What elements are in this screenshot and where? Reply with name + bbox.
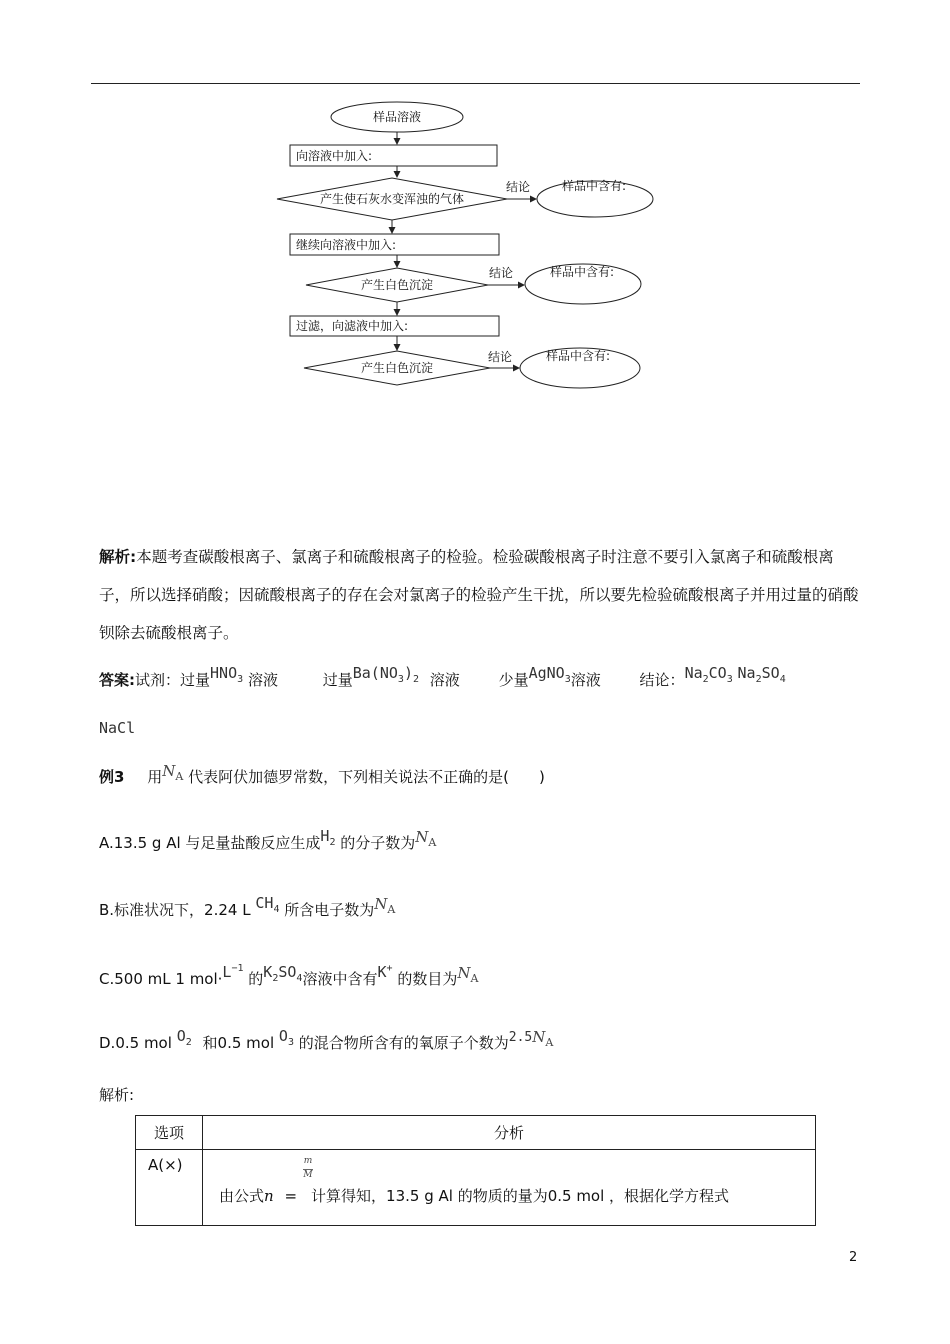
symbol-na: $N_A$: [162, 762, 184, 783]
diamond2-text: 产生白色沉淀: [360, 278, 434, 292]
table-header-analysis: 分析: [203, 1116, 816, 1150]
formula-bano3: $Ba(NO_3)_2$: [352, 664, 419, 685]
analysis-label: 解析:: [99, 548, 137, 566]
analysis2-label: 解析:: [99, 1086, 135, 1104]
table-header-option: 选项: [136, 1116, 203, 1150]
conclusion-label-1: 结论: [506, 180, 531, 194]
conclusion-label-2: 结论: [489, 266, 514, 280]
example3-line: 例3 用$N_A$ 代表阿伏加德罗常数，下列相关说法不正确的是( ): [99, 762, 545, 786]
formula-na2so4: $Na_2SO_4$: [737, 664, 786, 685]
step3-text: 过滤，向滤液中加入:: [296, 319, 409, 333]
table-cell-option-a: A(×): [136, 1150, 203, 1226]
answer-line: 答案:试剂：过量$HNO_3$ 溶液 过量$Ba(NO_3)_2$ 溶液 少量AgNO$_3$溶液 结论：$Na_2CO_3$ $Na_2SO_4$: [99, 664, 786, 689]
diamond3-text: 产生白色沉淀: [360, 361, 434, 375]
result-text-1: 样品中含有:: [562, 179, 627, 193]
option-b: B.标准状况下，2.24 L $CH_4$ 所含电子数为$N_A$: [99, 894, 396, 919]
result-text-3: 样品中含有:: [546, 349, 611, 363]
analysis-paragraph: [99, 538, 859, 652]
step1-text: 向溶液中加入:: [296, 149, 373, 163]
start-text: 样品溶液: [372, 110, 422, 124]
formula-hno3: $HNO_3$: [210, 664, 244, 685]
conclusion-label-3: 结论: [488, 350, 513, 364]
example3-label: 例3: [99, 768, 125, 786]
example3-stem: 代表阿伏加德罗常数，下列相关说法不正确的是( ): [188, 768, 545, 786]
result-text-2: 样品中含有:: [550, 265, 615, 279]
page-number: 2: [849, 1250, 858, 1265]
step2-text: 继续向溶液中加入:: [296, 238, 397, 252]
option-c: C.500 mL 1 $mol\cdot L^{-1}$ 的$K_2SO_4$溶液中含有K+ 的数目为$N_A$: [99, 963, 479, 988]
option-a: A.13.5 g Al 与足量盐酸反应生成$H_2$ 的分子数为$N_A$: [99, 827, 437, 852]
formula-na2co3: $Na_2CO_3$: [684, 664, 733, 685]
formula-agno3: AgNO$_3$: [528, 664, 571, 685]
table-cell-analysis-a: m M 由公式n = 计算得知，13.5 g Al 的物质的量为0.5 mol ，根据化学方程式: [203, 1150, 816, 1226]
diamond1-text: 产生使石灰水变浑浊的气体: [319, 192, 465, 206]
option-d: D.0.5 mol $O_2$ 和0.5 mol $O_3$ 的混合物所含有的氧原子个数为$2.5N_A$: [99, 1027, 554, 1052]
formula-nacl: NaCl: [99, 719, 136, 737]
answer-label: 答案:: [99, 671, 135, 689]
fraction-m-over-M: m M: [303, 1156, 313, 1180]
analysis-table: [135, 1115, 816, 1226]
flowchart: [0, 0, 950, 420]
analysis-text: 本题考查碳酸根离子、氯离子和硫酸根离子的检验。检验碳酸根离子时注意不要引入氯离子和硫酸根离子，所以选择硝酸；因硫酸根离子的存在会对氯离子的检验产生干扰，所以要先检验硫酸根离子并用过量的硝酸钡除去硫酸根离子。: [99, 548, 859, 642]
